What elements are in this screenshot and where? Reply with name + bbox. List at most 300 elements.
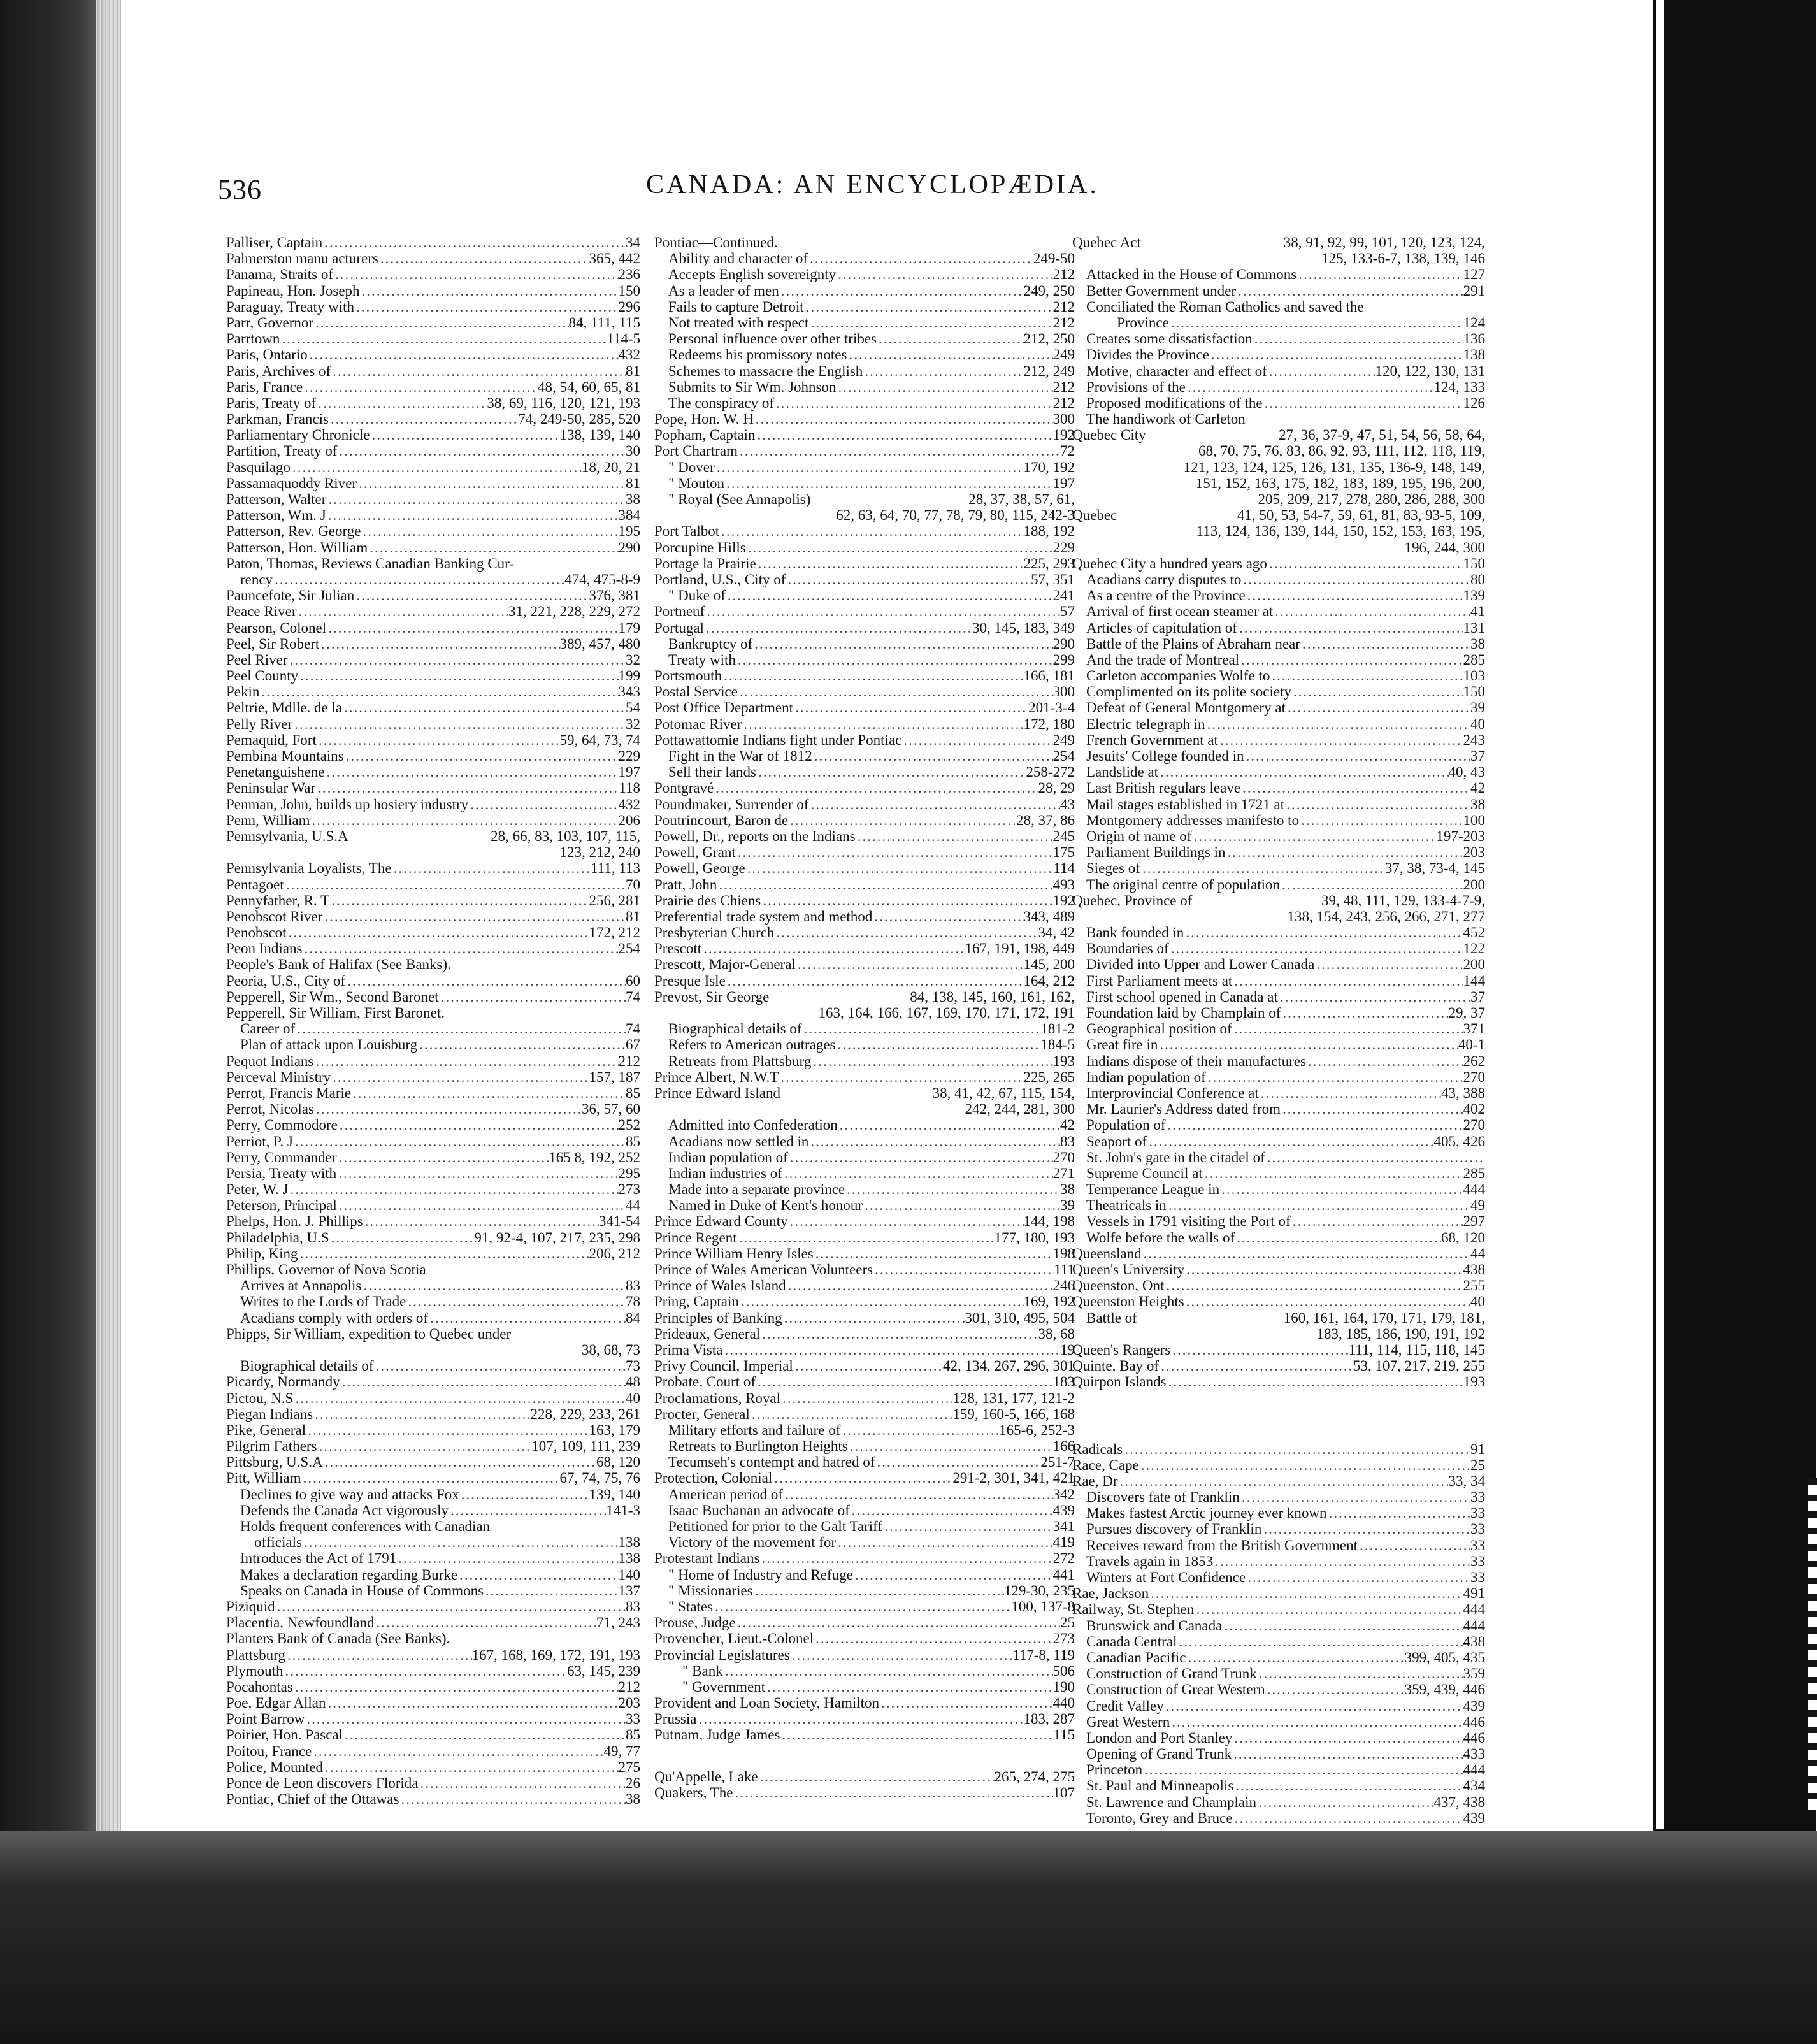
dot-leader: [756, 764, 1026, 780]
index-subentry: [1072, 636, 1485, 652]
entry-page-refs: 434: [1463, 1778, 1485, 1794]
entry-term: Creates some dissatisfaction: [1086, 331, 1253, 347]
entry-page-refs: 60: [626, 972, 640, 989]
dot-leader: [1232, 1746, 1463, 1762]
entry-term: Plymouth: [226, 1662, 284, 1679]
index-subentry: [654, 379, 1075, 395]
entry-term: Prince Edward County: [654, 1213, 788, 1230]
entry-page-refs: 446: [1463, 1713, 1485, 1730]
entry-term: The handiwork of Carleton: [1086, 411, 1246, 428]
section-gap: [1072, 1416, 1485, 1441]
entry-term: Better Government under: [1086, 282, 1237, 299]
dot-leader: [292, 716, 626, 732]
index-subentry: [1072, 379, 1485, 395]
entry-page-refs: 73: [626, 1358, 640, 1374]
entry-term: Pike, General: [226, 1421, 306, 1438]
entry-term: Quebec, Province of: [1072, 892, 1193, 909]
entry-page-refs: 452: [1463, 925, 1485, 941]
index-entry: [226, 860, 640, 876]
index-entry: [654, 572, 1075, 587]
entry-term: Parliamentary Chronicle: [226, 427, 370, 443]
entry-term: Parr, Governor: [226, 314, 314, 331]
entry-page-refs: 38: [1060, 1181, 1075, 1198]
entry-page-refs: 41, 50, 53, 54-7, 59, 61, 81, 83, 93-5, 109,: [1237, 507, 1485, 524]
dot-leader: [1306, 1053, 1463, 1069]
entry-page-refs: 290: [618, 539, 640, 556]
index-entry: [654, 812, 1075, 828]
entry-term: Pelly River: [226, 716, 293, 732]
entry-term: Point Barrow: [226, 1711, 305, 1727]
index-entry: [226, 828, 640, 844]
entry-page-refs: 91: [1470, 1441, 1485, 1457]
entry-page-refs: 399, 405, 435: [1404, 1649, 1485, 1666]
index-entry: [226, 780, 640, 796]
entry-term: Isaac Buchanan an advocate of: [668, 1502, 850, 1518]
index-subentry: [654, 1663, 1075, 1679]
index-entry: [654, 1630, 1075, 1646]
index-entry: [654, 1390, 1075, 1406]
entry-page-refs: 100: [1463, 812, 1485, 828]
dot-leader: [1261, 1521, 1470, 1537]
dot-leader: [840, 1422, 999, 1438]
entry-term: Jesuits' College founded in: [1086, 748, 1244, 764]
dot-leader: [845, 1181, 1060, 1197]
index-entry: [654, 1374, 1075, 1390]
entry-page-refs: 57, 351: [1031, 571, 1075, 587]
dot-leader: [392, 860, 591, 876]
entry-page-refs: 81: [626, 363, 640, 379]
entry-page-refs: 359: [1463, 1666, 1485, 1682]
entry-page-refs: 78: [626, 1293, 640, 1310]
dot-leader: [1170, 1714, 1463, 1730]
entry-page-refs: 384: [618, 507, 640, 524]
entry-page-refs: 376, 381: [589, 587, 640, 604]
index-subentry: [1072, 828, 1485, 844]
index-entry: [654, 1326, 1075, 1342]
entry-page-refs: 251-7: [1040, 1454, 1075, 1471]
dot-leader: [1237, 620, 1463, 636]
entry-page-refs: 136: [1463, 331, 1485, 347]
index-subentry: [1072, 299, 1485, 315]
entry-page-refs: 493: [1052, 876, 1075, 893]
entry-term: Pittsburg, U.S.A: [226, 1454, 323, 1471]
entry-term: Principles of Banking: [654, 1309, 782, 1326]
entry-page-refs: 179: [618, 619, 640, 636]
index-subentry: [1072, 1698, 1485, 1714]
index-subentry: [1072, 716, 1485, 732]
index-subentry: [226, 1583, 640, 1599]
dot-leader: [808, 796, 1060, 812]
dot-leader: [333, 266, 619, 282]
index-subentry: [1072, 620, 1485, 636]
index-entry: [226, 523, 640, 539]
entry-term: " States: [668, 1598, 714, 1615]
entry-page-refs: 212: [1052, 378, 1075, 395]
dot-leader: [337, 1149, 549, 1165]
dot-leader: [783, 1486, 1052, 1502]
entry-term: " Mouton: [668, 475, 724, 491]
entry-term: Landslide at: [1086, 764, 1159, 781]
entry-page-refs: 291: [1463, 282, 1485, 299]
index-entry: [226, 812, 640, 828]
index-entry: [1072, 234, 1485, 250]
entry-page-refs: 365, 442: [589, 250, 640, 267]
dot-leader: [701, 940, 965, 956]
entry-page-refs: 241: [1052, 587, 1075, 604]
dot-leader: [1184, 1262, 1463, 1278]
index-entry: [654, 989, 1075, 1005]
entry-page-refs: 371: [1463, 1021, 1485, 1037]
entry-page-refs: 166, 181: [1023, 668, 1075, 684]
dot-leader: [293, 1679, 619, 1695]
index-subentry: [1072, 780, 1485, 796]
entry-page-refs: 177, 180, 193: [994, 1229, 1075, 1246]
index-subentry: [654, 250, 1075, 266]
entry-term: Poutrincourt, Baron de: [654, 812, 789, 828]
dot-leader: [808, 1134, 1060, 1149]
entry-page-refs: 107: [1052, 1784, 1075, 1801]
entry-page-refs: 444: [1463, 1762, 1485, 1778]
index-entry: [226, 587, 640, 603]
index-entry: [1072, 1246, 1485, 1262]
entry-page-refs: 41: [1470, 603, 1485, 620]
index-subentry: [1072, 363, 1485, 379]
dot-leader: [313, 1053, 618, 1069]
dot-leader: [696, 1711, 1023, 1727]
index-entry: [226, 652, 640, 668]
dot-leader: [793, 700, 1028, 716]
entry-page-refs: 212: [1052, 266, 1075, 283]
entry-term: Privy Council, Imperial: [654, 1358, 793, 1374]
dot-leader: [850, 1502, 1053, 1518]
entry-page-refs: 40-1: [1458, 1037, 1485, 1053]
entry-page-refs: 243: [1463, 731, 1485, 748]
dot-leader: [322, 909, 626, 925]
entry-term: Pictou, N.S: [226, 1390, 294, 1406]
entry-term: Placentia, Newfoundland: [226, 1615, 375, 1631]
entry-page-refs: 164, 212: [1023, 972, 1075, 989]
entry-term: Electric telegraph in: [1086, 716, 1205, 732]
entry-term: Prouse, Judge: [654, 1615, 736, 1631]
entry-page-refs: 38: [626, 1791, 640, 1808]
entry-term: Proposed modifications of the: [1086, 394, 1263, 411]
index-entry: [226, 1599, 640, 1615]
entry-page-refs: 18, 20, 21: [582, 459, 640, 475]
index-entry: [226, 1663, 640, 1679]
dot-leader: [901, 732, 1052, 748]
index-subentry: [1072, 1005, 1485, 1021]
index-entry: [226, 556, 640, 572]
index-subentry: [1072, 796, 1485, 812]
dot-leader: [1236, 283, 1463, 299]
dot-leader: [360, 283, 619, 299]
entry-term: Provincial Legislatures: [654, 1646, 790, 1663]
entry-page-refs: 43, 388: [1441, 1084, 1485, 1101]
index-subentry: [1072, 844, 1485, 860]
dot-leader: [259, 684, 618, 700]
entry-page-refs: 70: [626, 876, 640, 893]
index-entry-continuation: [654, 1101, 1075, 1117]
entry-page-refs: 37: [1470, 748, 1485, 764]
dot-leader: [306, 1422, 589, 1438]
index-entry: [226, 1390, 640, 1406]
index-entry: [226, 1262, 640, 1278]
index-entry: [654, 411, 1075, 427]
dot-leader: [872, 909, 1023, 925]
entry-page-refs: 72: [1060, 443, 1075, 459]
entry-term: Paton, Thomas, Reviews Canadian Banking Cur-: [226, 555, 515, 572]
entry-page-refs: 33, 34: [1448, 1472, 1485, 1489]
entry-term: Proclamations, Royal: [654, 1390, 781, 1406]
entry-page-refs: 117-8, 119: [1012, 1646, 1075, 1663]
dot-leader: [342, 700, 626, 716]
entry-page-refs: 29, 37: [1448, 1005, 1485, 1021]
dot-leader: [326, 620, 618, 636]
index-subentry: [654, 491, 1075, 507]
dot-leader: [765, 1679, 1052, 1695]
entry-term: Pasquilago: [226, 459, 291, 475]
index-entry: [1072, 1374, 1485, 1390]
entry-term: Military efforts and failure of: [668, 1421, 841, 1438]
dot-leader: [418, 1775, 626, 1791]
dot-leader: [1233, 1778, 1463, 1794]
dot-leader: [287, 652, 626, 668]
entry-page-refs: 30, 145, 183, 349: [972, 619, 1075, 636]
entry-page-refs: 206: [618, 812, 640, 828]
entry-page-refs: 249-50: [1033, 250, 1075, 267]
dot-leader: [283, 1663, 567, 1679]
index-subentry: [1072, 668, 1485, 684]
entry-term: Port Chartram: [654, 443, 738, 459]
index-subentry: [654, 652, 1075, 668]
index-subentry: [226, 1567, 640, 1583]
index-entry: [654, 540, 1075, 556]
dot-leader: [742, 716, 1023, 732]
index-subentry: [654, 266, 1075, 282]
dot-leader: [724, 475, 1053, 491]
dot-leader: [361, 1278, 626, 1293]
entry-term: Philip, King: [226, 1245, 298, 1262]
entry-page-refs: 440: [1052, 1695, 1075, 1711]
index-subentry: [654, 475, 1075, 491]
index-subentry: [654, 1053, 1075, 1069]
entry-term: Powell, George: [654, 860, 745, 877]
entry-page-refs: 57: [1060, 603, 1075, 620]
entry-page-refs: 301, 310, 495, 504: [965, 1309, 1075, 1326]
scan-border-bottom: [0, 1831, 1817, 2044]
entry-term: Portland, U.S., City of: [654, 571, 786, 587]
index-entry: [226, 475, 640, 491]
entry-page-refs: 107, 109, 111, 239: [531, 1438, 640, 1455]
entry-page-refs: 137: [618, 1582, 640, 1599]
dot-leader: [1280, 877, 1463, 893]
dot-leader: [713, 1599, 1011, 1615]
entry-term: Quebec City: [1072, 427, 1146, 443]
entry-page-refs: 159, 160-5, 166, 168: [952, 1406, 1075, 1422]
entry-term: Pepperell, Sir William, First Baronet.: [226, 1005, 445, 1021]
entry-page-refs: 124: [1463, 314, 1485, 331]
entry-page-refs: 144, 198: [1023, 1213, 1075, 1230]
entry-term: Penetanguishene: [226, 764, 325, 781]
entry-page-refs: 81: [626, 475, 640, 491]
entry-term: Perrot, Francis Marie: [226, 1084, 352, 1101]
dot-leader: [1267, 556, 1463, 572]
dot-leader: [301, 1470, 560, 1486]
entry-page-refs: 300: [1052, 411, 1075, 428]
entry-page-refs: 68, 120: [1441, 1229, 1485, 1246]
entry-term: Queenston Heights: [1072, 1293, 1184, 1310]
entry-term: Divides the Province: [1086, 347, 1209, 363]
entry-term: Ability and character of: [668, 250, 808, 267]
dot-leader: [457, 1567, 618, 1583]
entry-page-refs: 19: [1060, 1341, 1075, 1358]
dot-leader: [314, 1101, 582, 1117]
entry-term: Paraguay, Treaty with: [226, 298, 355, 315]
entry-term: Pitt, William: [226, 1470, 301, 1486]
dot-leader: [1257, 1666, 1463, 1681]
dot-leader: [1256, 1794, 1434, 1810]
dot-leader: [779, 283, 1024, 299]
index-subentry: [1072, 283, 1485, 299]
index-entry: [654, 700, 1075, 716]
index-subentry: [226, 1550, 640, 1566]
dot-leader: [1240, 1489, 1470, 1505]
entry-term: Vessels in 1791 visiting the Port of: [1086, 1213, 1291, 1230]
index-entry: [654, 603, 1075, 619]
entry-term: Origin of name of: [1086, 828, 1192, 844]
entry-term: Penman, John, builds up hosiery industry: [226, 796, 469, 812]
index-subentry: [654, 1438, 1075, 1454]
dot-leader: [293, 1134, 626, 1149]
entry-page-refs: 432: [618, 347, 640, 363]
index-subentry: [1072, 1149, 1485, 1165]
entry-term: Speaks on Canada in House of Commons: [240, 1582, 484, 1599]
entry-term: French Government at: [1086, 731, 1218, 748]
dot-leader: [484, 1583, 618, 1599]
entry-page-refs: 255: [1463, 1278, 1485, 1294]
dot-leader: [774, 395, 1052, 411]
index-entry: [1072, 1278, 1485, 1293]
index-subentry: [1072, 652, 1485, 668]
entry-page-refs: 53, 107, 217, 219, 255: [1353, 1358, 1485, 1374]
dot-leader: [786, 572, 1031, 587]
index-subentry: [226, 1293, 640, 1309]
entry-page-refs: 246: [1052, 1278, 1075, 1294]
index-entry: [654, 1069, 1075, 1085]
dot-leader: [1159, 1358, 1353, 1374]
dot-leader: [752, 636, 1052, 652]
index-entry: [226, 1085, 640, 1101]
entry-page-refs: 49, 77: [603, 1743, 640, 1759]
entry-page-refs: 33: [1470, 1537, 1485, 1553]
entry-term: Procter, General: [654, 1406, 750, 1422]
index-entry: [226, 925, 640, 940]
index-entry: [654, 1213, 1075, 1229]
entry-page-refs: 28, 66, 83, 103, 107, 115,: [491, 828, 640, 844]
index-column-3: [1072, 234, 1485, 1826]
entry-term: Career of: [240, 1021, 296, 1037]
entry-term: Protection, Colonial: [654, 1470, 773, 1486]
index-entry-continuation: [1072, 459, 1485, 475]
index-entry: [226, 347, 640, 363]
entry-page-refs: 192: [1052, 892, 1075, 909]
entry-term: Perceval Ministry: [226, 1069, 331, 1085]
index-entry: [654, 1647, 1075, 1663]
index-entry: [1072, 1457, 1485, 1473]
entry-term: People's Bank of Halifax (See Banks).: [226, 956, 451, 973]
index-subentry: [1072, 572, 1485, 587]
entry-page-refs: 114-5: [607, 331, 640, 347]
entry-page-refs: 138: [618, 1534, 640, 1551]
index-subentry: [1072, 1117, 1485, 1133]
entry-term: Prince of Wales Island: [654, 1278, 786, 1294]
entry-page-refs: 165-6, 252-3: [999, 1421, 1075, 1438]
entry-term: London and Port Stanley: [1086, 1729, 1233, 1746]
dot-leader: [879, 1695, 1052, 1711]
index-entry: [226, 1053, 640, 1069]
index-entry: [226, 507, 640, 523]
dot-leader: [351, 1085, 626, 1101]
entry-term: Paris, Ontario: [226, 347, 308, 363]
index-entry: [654, 844, 1075, 860]
dot-leader: [1281, 1005, 1448, 1021]
entry-term: Queenston, Ont: [1072, 1278, 1165, 1294]
dot-leader: [760, 1326, 1038, 1342]
dot-leader: [736, 844, 1053, 860]
dot-leader: [782, 1310, 965, 1326]
dot-leader: [717, 877, 1052, 893]
dot-leader: [1139, 1457, 1470, 1473]
index-entry: [226, 459, 640, 475]
index-entry: [1072, 427, 1485, 443]
entry-term: Perrot, Nicolas: [226, 1101, 314, 1118]
dot-leader: [1184, 925, 1463, 940]
entry-page-refs: 167, 191, 198, 449: [965, 940, 1075, 957]
dot-leader: [1213, 1553, 1470, 1569]
index-entry: [226, 893, 640, 909]
entry-term: Tecumseh's contempt and hatred of: [668, 1454, 875, 1471]
dot-leader: [280, 331, 607, 347]
entry-term: Carleton accompanies Wolfe to: [1086, 668, 1270, 684]
dot-leader: [1205, 716, 1470, 732]
dot-leader: [1232, 1730, 1463, 1746]
index-entry: [226, 234, 640, 250]
entry-term: Quebec Act: [1072, 234, 1141, 250]
entry-page-refs: 100, 137-8: [1011, 1598, 1075, 1615]
index-entry: [1072, 893, 1485, 909]
dot-leader: [361, 523, 618, 539]
entry-page-refs: 439: [1052, 1502, 1075, 1518]
entry-page-refs: 54: [626, 700, 640, 716]
dot-leader: [814, 1246, 1053, 1262]
dot-leader: [354, 299, 618, 315]
entry-term: Philadelphia, U.S: [226, 1229, 329, 1246]
dot-leader: [298, 668, 618, 684]
index-entry: [226, 1213, 640, 1229]
index-entry: [226, 1711, 640, 1727]
entry-page-refs: 67: [626, 1037, 640, 1053]
dot-leader: [863, 363, 1023, 379]
entry-page-refs: 446: [1463, 1729, 1485, 1746]
dot-leader: [399, 1791, 626, 1807]
entry-term: Arrival of first ocean steamer at: [1086, 603, 1274, 620]
entry-term: Partition, Treaty of: [226, 443, 338, 459]
index-subentry: [226, 1310, 640, 1326]
dot-leader: [1149, 1585, 1463, 1601]
entry-page-refs: 236: [618, 266, 640, 283]
entry-page-refs: 84, 111, 115: [568, 314, 640, 331]
dot-leader: [323, 1759, 618, 1775]
